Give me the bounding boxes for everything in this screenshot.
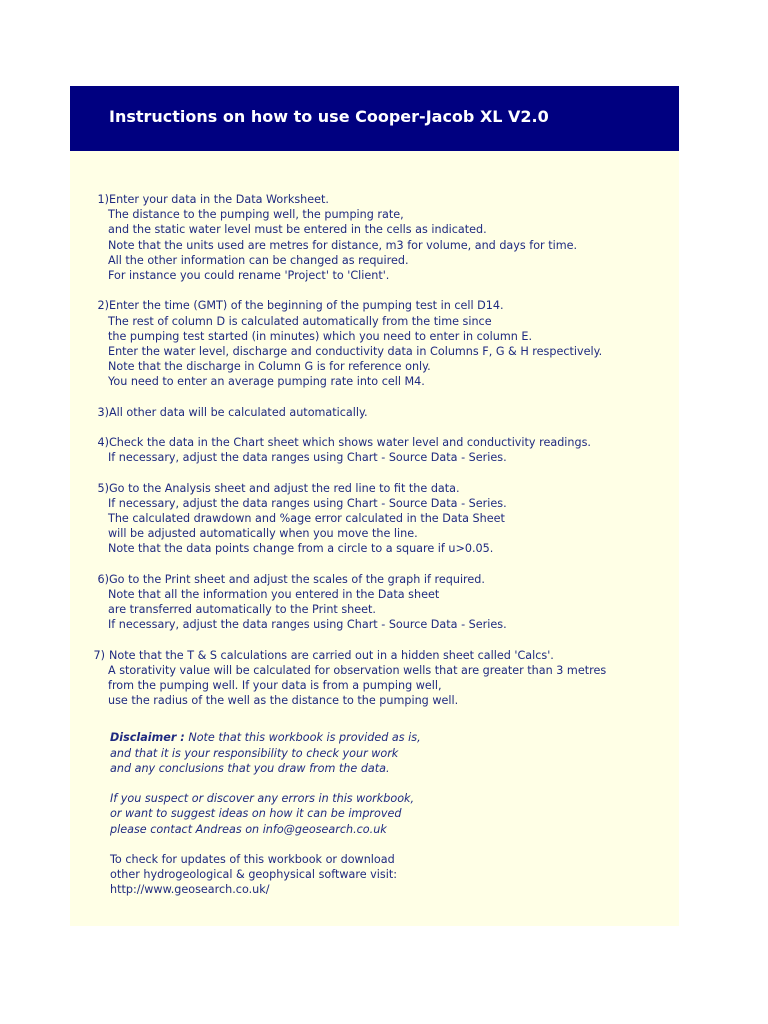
step-2-line: Enter the water level, discharge and conductivity data in Columns F, G & H respectively. xyxy=(108,344,603,358)
step-6-first-line: 6)Go to the Print sheet and adjust the scales of the graph if required. xyxy=(97,572,485,586)
step-1-line: All the other information can be changed as required. xyxy=(108,253,409,267)
step-3-first-line: 3)All other data will be calculated automatically. xyxy=(97,405,368,419)
step-2-line: the pumping test started (in minutes) which you need to enter in column E. xyxy=(108,329,533,343)
step-1-line: Note that the units used are metres for distance, m3 for volume, and days for time. xyxy=(108,238,578,252)
step-5-line: Note that the data points change from a circle to a square if u>0.05. xyxy=(108,542,494,556)
instruction-sheet xyxy=(70,86,679,926)
step-2-line: Note that the discharge in Column G is for reference only. xyxy=(108,360,431,374)
step-6-line: If necessary, adjust the data ranges using Chart - Source Data - Series. xyxy=(108,618,507,632)
step-4-first-line: 4)Check the data in the Chart sheet which shows water level and conductivity readings. xyxy=(97,436,591,449)
updates-line: To check for updates of this workbook or download xyxy=(110,852,395,866)
step-7-line: A storativity value will be calculated for observation wells that are greater than 3 metres xyxy=(108,663,607,677)
step-7-line: use the radius of the well as the distance to the pumping well. xyxy=(108,694,459,708)
step-5-line: will be adjusted automatically when you move the line. xyxy=(108,527,418,541)
step-1-line: The distance to the pumping well, the pumping rate, xyxy=(108,208,404,222)
step-2-first-line: 2)Enter the time (GMT) of the beginning of the pumping test in cell D14. xyxy=(97,299,504,313)
step-5-first-line: 5)Go to the Analysis sheet and adjust the red line to fit the data. xyxy=(97,481,460,495)
errors-line: or want to suggest ideas on how it can be improved xyxy=(110,807,402,821)
step-6-line: Note that all the information you entered in the Data sheet xyxy=(108,587,440,601)
errors-line: please contact Andreas on info@geosearch.co.uk xyxy=(110,822,387,836)
updates-line: other hydrogeological & geophysical software visit: xyxy=(110,868,397,882)
step-4-line: If necessary, adjust the data ranges using Chart - Source Data - Series. xyxy=(108,451,507,465)
disclaimer-line: and any conclusions that you draw from the data. xyxy=(110,761,390,775)
step-1-line: For instance you could rename 'Project' to 'Client'. xyxy=(108,268,390,282)
step-5-line: If necessary, adjust the data ranges using Chart - Source Data - Series. xyxy=(108,496,507,510)
step-6-line: are transferred automatically to the Print sheet. xyxy=(108,603,376,617)
disclaimer-line: and that it is your responsibility to check your work xyxy=(110,746,399,760)
step-2-line: The rest of column D is calculated automatically from the time since xyxy=(108,314,492,328)
step-1-first-line: 1)Enter your data in the Data Worksheet. xyxy=(97,193,329,206)
step-7-line: from the pumping well. If your data is from a pumping well, xyxy=(108,679,442,692)
page-title: Instructions on how to use Cooper-Jacob XL V2.0 xyxy=(109,107,549,126)
disclaimer-first-line: Disclaimer : Note that this workbook is provided as is, xyxy=(110,731,421,745)
instructions-body xyxy=(90,192,670,897)
step-1-line: and the static water level must be entered in the cells as indicated. xyxy=(108,223,487,237)
website-link[interactable]: http://www.geosearch.co.uk/ xyxy=(110,883,270,897)
disclaimer-label: Disclaimer : xyxy=(110,731,185,745)
step-2-line: You need to enter an average pumping rate into cell M4. xyxy=(108,375,425,389)
errors-line: If you suspect or discover any errors in this workbook, xyxy=(110,792,415,806)
step-5-line: The calculated drawdown and %age error calculated in the Data Sheet xyxy=(108,511,505,525)
title-banner xyxy=(70,86,679,151)
step-7-first-line: 7) Note that the T & S calculations are carried out in a hidden sheet called 'Calcs'. xyxy=(93,648,554,662)
